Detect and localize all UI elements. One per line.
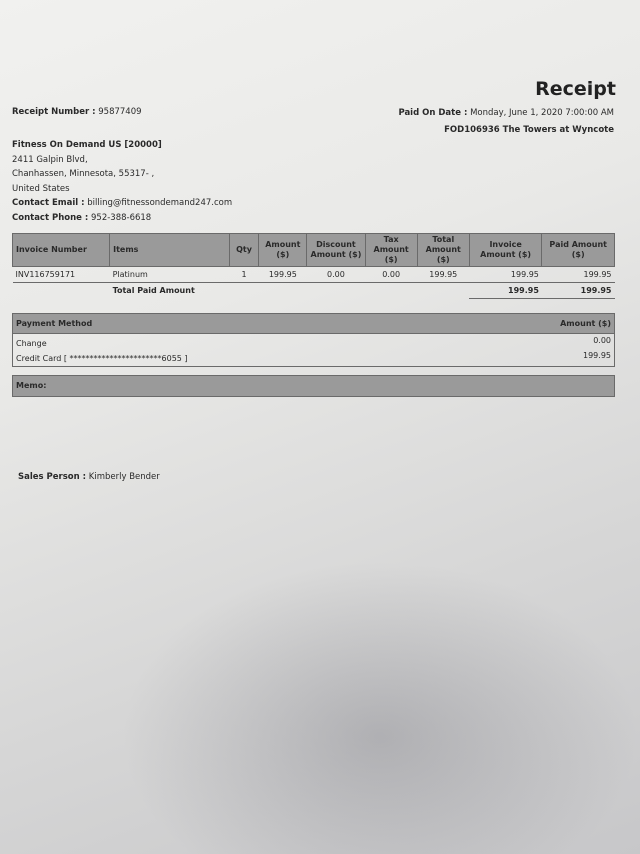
receipt-title: Receipt	[535, 78, 616, 100]
receipt-number-value: 95877409	[98, 107, 142, 117]
company-block	[12, 138, 232, 225]
memo-label: Memo:	[16, 381, 47, 390]
payment-method-box	[12, 313, 615, 367]
contact-email-label: Contact Email :	[12, 198, 85, 208]
sales-person	[18, 472, 160, 482]
payment-amount-label: Amount ($)	[560, 319, 611, 328]
company-country: United States	[12, 183, 70, 194]
payment-method-label: Payment Method	[16, 319, 93, 328]
col-discount: Discount Amount ($)	[307, 234, 365, 267]
cell-item: Platinum	[110, 267, 230, 283]
change-label: Change	[16, 339, 47, 348]
col-total: Total Amount ($)	[417, 234, 469, 267]
total-paid-label: Total Paid Amount	[112, 286, 195, 296]
cell-discount: 0.00	[307, 267, 365, 283]
col-items: Items	[110, 234, 230, 267]
col-invoice-amount: Invoice Amount ($)	[469, 234, 542, 267]
contact-phone-value: 952-388-6618	[91, 212, 152, 223]
col-paid-amount: Paid Amount ($)	[542, 234, 615, 267]
cell-invoice-amount: 199.95	[469, 267, 542, 283]
receipt-number	[12, 107, 142, 117]
company-street: 2411 Galpin Blvd,	[12, 154, 88, 165]
company-name: Fitness On Demand US [20000]	[12, 140, 162, 150]
contact-email	[12, 196, 232, 211]
table-row	[13, 267, 615, 283]
sales-person-label: Sales Person :	[18, 472, 87, 482]
credit-card-label: Credit Card [ ***********************6055 ]	[16, 354, 188, 363]
col-qty: Qty	[229, 234, 259, 267]
paid-on-date-value: Monday, June 1, 2020 7:00:00 AM	[470, 108, 614, 118]
col-amount: Amount ($)	[259, 234, 307, 267]
memo-box	[12, 375, 615, 397]
sales-person-name: Kimberly Bender	[88, 472, 160, 482]
total-paid-amount: 199.95	[542, 283, 615, 299]
credit-card-amount: 199.95	[583, 351, 611, 360]
contact-email-value: billing@fitnessondemand247.com	[87, 198, 233, 208]
cell-amount: 199.95	[259, 267, 307, 283]
cell-total: 199.95	[417, 267, 469, 283]
col-invoice-number: Invoice Number	[13, 234, 110, 267]
col-tax: Tax Amount ($)	[365, 234, 417, 267]
company-city: Chanhassen, Minnesota, 55317- ,	[12, 169, 155, 179]
invoice-table	[12, 233, 615, 299]
paid-on-date	[398, 105, 614, 122]
invoice-table-header	[13, 234, 615, 267]
cell-paid-amount: 199.95	[542, 267, 615, 283]
paid-info	[398, 105, 614, 139]
cell-invoice-number: INV116759171	[13, 267, 110, 283]
total-invoice-amount: 199.95	[469, 283, 542, 299]
cell-tax: 0.00	[365, 267, 417, 283]
payment-method-header	[13, 314, 614, 334]
contact-phone	[12, 211, 232, 226]
contact-phone-label: Contact Phone :	[12, 212, 89, 223]
location: FOD106936 The Towers at Wyncote	[444, 125, 614, 135]
total-row	[13, 283, 615, 299]
change-amount: 0.00	[593, 336, 611, 345]
receipt-number-label: Receipt Number :	[12, 107, 96, 117]
paid-on-date-label: Paid On Date :	[398, 108, 468, 118]
cell-qty: 1	[229, 267, 259, 283]
